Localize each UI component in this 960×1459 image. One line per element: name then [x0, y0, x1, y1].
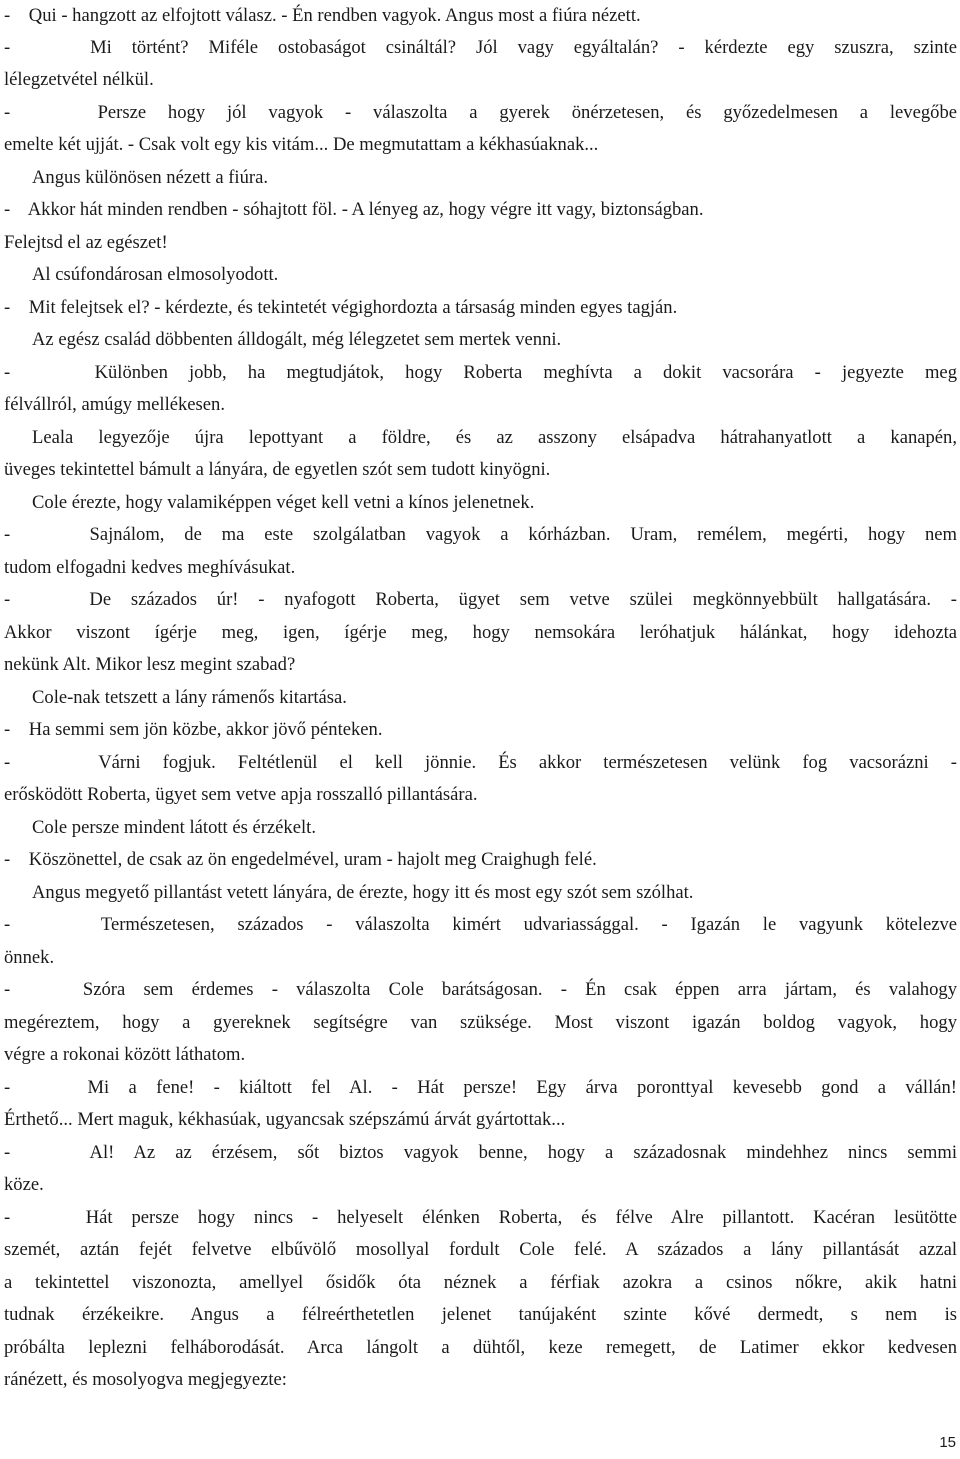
text-line: köze.	[4, 1174, 44, 1195]
text-line: - Szóra sem érdemes - válaszolta Cole barátságosan. - Én csak éppen arra jártam, és valahogy	[4, 979, 957, 1000]
text-line: Cole persze mindent látott és érzékelt.	[32, 817, 316, 838]
text-line: - Mit felejtsek el? - kérdezte, és tekintetét végighordozta a társaság minden egyes tagján.	[4, 297, 678, 318]
text-line: - Mi a fene! - kiáltott fel Al. - Hát persze! Egy árva poronttyal kevesebb gond a vállán!	[4, 1077, 957, 1098]
text-line: Angus különösen nézett a fiúra.	[32, 167, 268, 188]
text-line: megéreztem, hogy a gyereknek segítségre van szüksége. Most viszont igazán boldog vagyok, hogy	[4, 1012, 957, 1033]
text-line: félvállról, amúgy mellékesen.	[4, 394, 225, 415]
text-line: önnek.	[4, 947, 55, 968]
text-line: Felejtsd el az egészet!	[4, 232, 168, 253]
text-line: Al csúfondárosan elmosolyodott.	[32, 264, 279, 285]
text-line: - Természetesen, százados - válaszolta kimért udvariassággal. - Igazán le vagyunk kötelezve	[4, 914, 957, 935]
text-line: Érthető... Mert maguk, kékhasúak, ugyancsak szépszámú árvát gyártottak...	[4, 1109, 566, 1130]
text-line: - Köszönettel, de csak az ön engedelmével, uram - hajolt meg Craighugh felé.	[4, 849, 597, 870]
text-line: szemét, aztán fejét felvetve elbűvölő mosollyal fordult Cole felé. A százados a lány pillantását azzal	[4, 1239, 957, 1260]
text-line: Cole érezte, hogy valamiképpen véget kell vetni a kínos jelenetnek.	[32, 492, 535, 513]
text-line: nekünk Alt. Mikor lesz megint szabad?	[4, 654, 296, 675]
text-line: üveges tekintettel bámult a lányára, de egyetlen szót sem tudott kinyögni.	[4, 459, 551, 480]
text-line: - Persze hogy jól vagyok - válaszolta a gyerek önérzetesen, és győzedelmesen a levegőbe	[4, 102, 957, 123]
text-line: - De százados úr! - nyafogott Roberta, ügyet sem vetve szülei megkönnyebbült hallgatására. -	[4, 589, 957, 610]
text-line: Az egész család döbbenten álldogált, még lélegzetet sem mertek venni.	[32, 329, 562, 350]
text-line: a tekintettel viszonozta, amellyel ősidők óta néznek a férfiak azokra a csinos nőkre, akik hatni	[4, 1272, 957, 1293]
text-line: Akkor viszont ígérje meg, igen, ígérje meg, hogy nemsokára leróhatjuk hálánkat, hogy idehozta	[4, 622, 957, 643]
text-line: Angus megyető pillantást vetett lányára, de érezte, hogy itt és most egy szót sem szólhat.	[32, 882, 694, 903]
text-line: - Ha semmi sem jön közbe, akkor jövő pénteken.	[4, 719, 383, 740]
text-line: végre a rokonai között láthatom.	[4, 1044, 246, 1065]
text-line: - Al! Az az érzésem, sőt biztos vagyok benne, hogy a századosnak mindehhez nincs semmi	[4, 1142, 957, 1163]
text-line: ránézett, és mosolyogva megjegyezte:	[4, 1369, 287, 1390]
text-line: - Különben jobb, ha megtudjátok, hogy Roberta meghívta a dokit vacsorára - jegyezte meg	[4, 362, 957, 383]
text-line: erősködött Roberta, ügyet sem vetve apja rosszalló pillantására.	[4, 784, 478, 805]
text-line: Leala legyezője újra lepottyant a földre, és az asszony elsápadva hátrahanyatlott a kanapén,	[32, 427, 957, 448]
text-line: lélegzetvétel nélkül.	[4, 69, 154, 90]
text-line: - Mi történt? Miféle ostobaságot csináltál? Jól vagy egyáltalán? - kérdezte egy szuszra, szinte	[4, 37, 957, 58]
text-line: - Sajnálom, de ma este szolgálatban vagyok a kórházban. Uram, remélem, megérti, hogy nem	[4, 524, 957, 545]
text-line: tudnak érzékeikre. Angus a félreérthetetlen jelenet tanújaként szinte kővé dermedt, s nem is	[4, 1304, 957, 1325]
text-line: tudom elfogadni kedves meghívásukat.	[4, 557, 296, 578]
text-line: emelte két ujját. - Csak volt egy kis vitám... De megmutattam a kékhasúaknak...	[4, 134, 599, 155]
text-line: Cole-nak tetszett a lány rámenős kitartása.	[32, 687, 347, 708]
text-line: - Qui - hangzott az elfojtott válasz. - Én rendben vagyok. Angus most a fiúra nézett.	[4, 5, 641, 26]
text-line: - Hát persze hogy nincs - helyeselt élénken Roberta, és félve Alre pillantott. Kacéran lesütötte	[4, 1207, 957, 1228]
text-line: - Várni fogjuk. Feltétlenül el kell jönnie. És akkor természetesen velünk fog vacsorázni -	[4, 752, 957, 773]
page-number: 15	[939, 1434, 956, 1451]
text-line: - Akkor hát minden rendben - sóhajtott föl. - A lényeg az, hogy végre itt vagy, biztonságban.	[4, 199, 704, 220]
text-line: próbálta leplezni felháborodását. Arca lángolt a dühtől, keze remegett, de Latimer ekkor kedvesen	[4, 1337, 957, 1358]
